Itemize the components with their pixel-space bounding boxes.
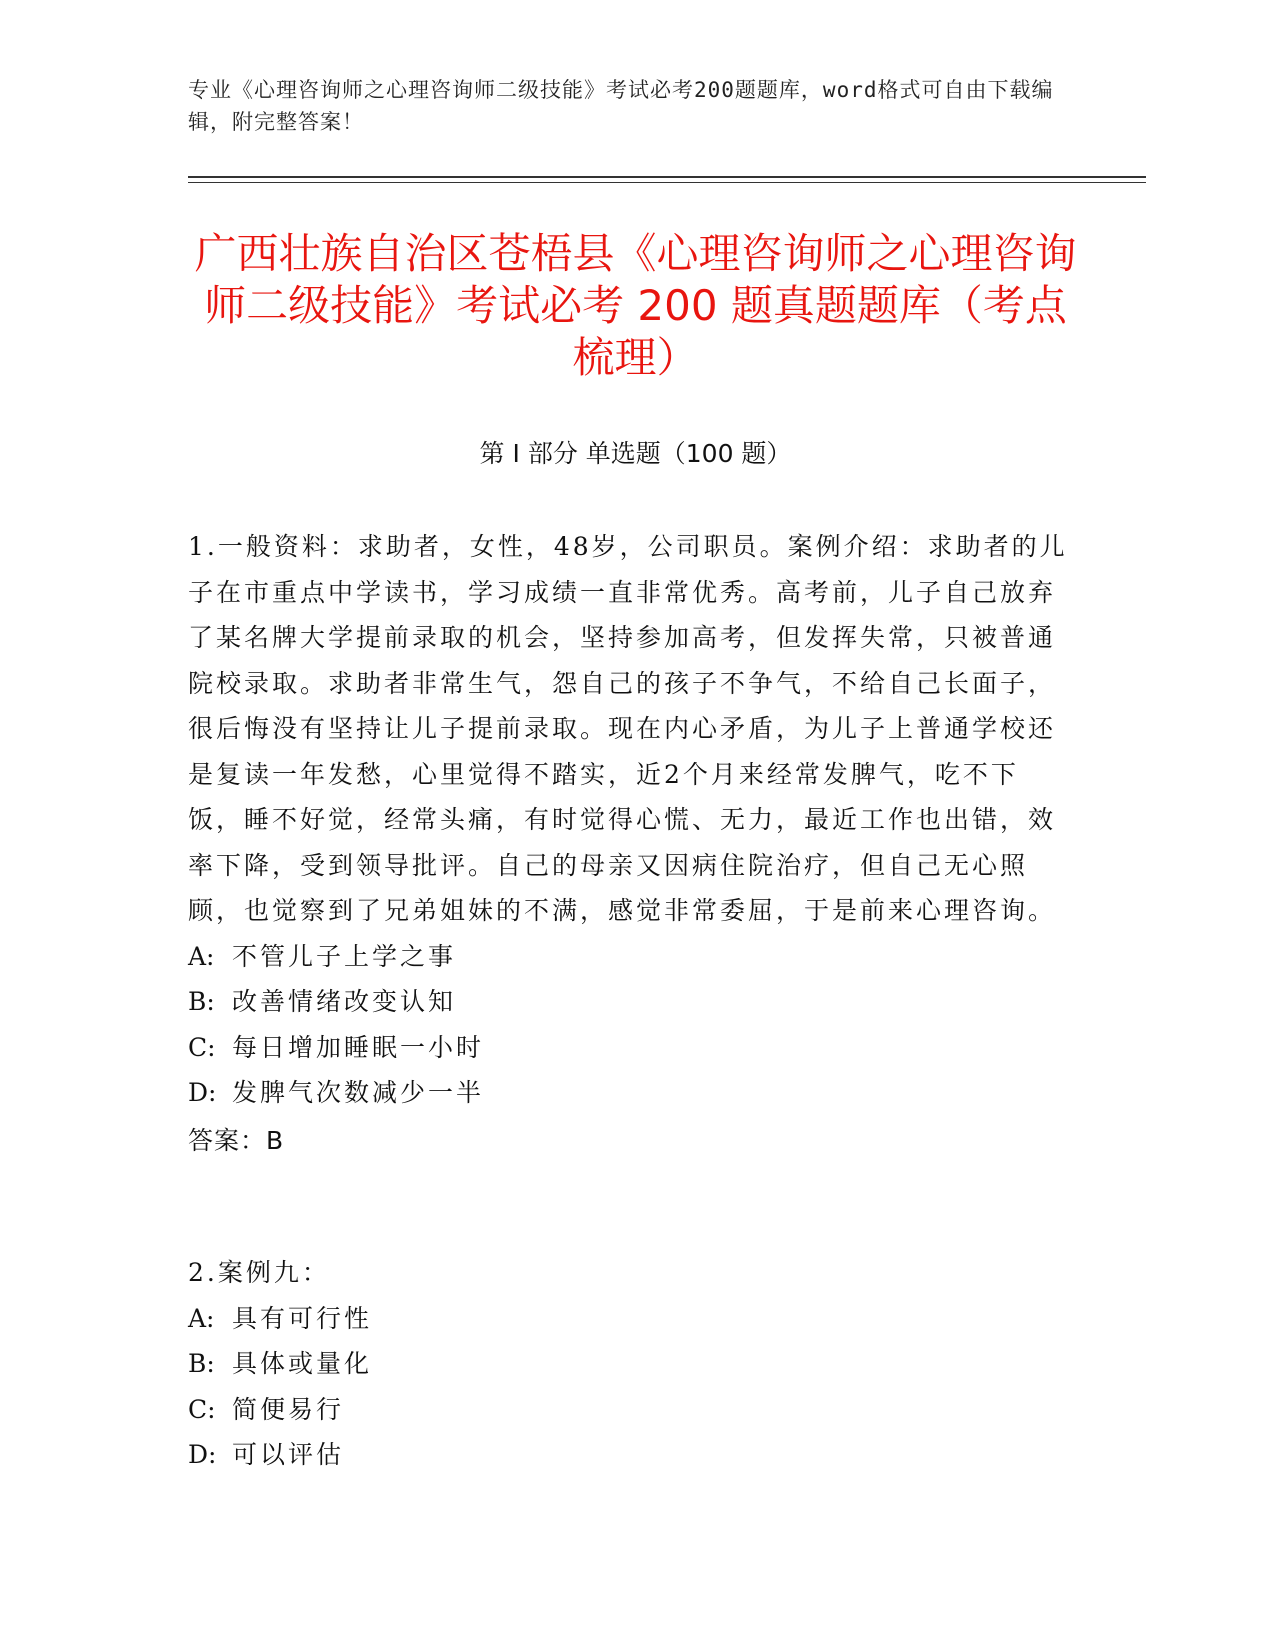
option-text: 发脾气次数减少一半 <box>232 1078 485 1107</box>
option-key: D: <box>188 1078 217 1107</box>
question-stem: 2.案例九： <box>188 1258 330 1287</box>
option-c <box>188 1025 1068 1071</box>
header-divider-thin <box>188 182 1146 183</box>
option-text: 具有可行性 <box>232 1303 373 1333</box>
option-text: 不管儿子上学之事 <box>232 941 457 971</box>
option-key: B: <box>188 1349 215 1378</box>
question-stem: 1.一般资料：求助者，女性，48岁，公司职员。案例介绍：求助者的儿子在市重点中学读书，学习成绩一直非常优秀。高考前，儿子自己放弃了某名牌大学提前录取的机会，坚持参加高考，但发挥失常，只被普通院校录取。求助者非常生气，怨自己的孩子不争气，不给自己长面子，很后悔没有坚持让儿子提前录取。现在内心矛盾，为儿子上普通学校还是复读一年发愁，心里觉得不踏实，近2个月来经常发脾气，吃不下饭，睡不好觉，经常头痛，有时觉得心慌、无力，最近工作也出错，效率下降，受到领导批评。自己的母亲又因病住院治疗，但自己无心照顾，也觉察到了兄弟姐妹的不满，感觉非常委屈，于是前来心理咨询。 <box>188 532 1068 925</box>
option-text: 简便易行 <box>232 1394 345 1424</box>
option-key: C: <box>188 1394 216 1424</box>
header-divider-thick <box>188 176 1146 178</box>
answer-line: 答案：B <box>188 1125 285 1155</box>
question-1 <box>188 524 1068 1163</box>
option-key: D: <box>188 1440 217 1469</box>
option-a <box>188 1296 1068 1342</box>
option-text: 每日增加睡眠一小时 <box>232 1032 485 1062</box>
option-key: A: <box>188 1303 215 1333</box>
option-text: 可以评估 <box>232 1440 345 1469</box>
option-a <box>188 934 1068 980</box>
option-key: B: <box>188 987 215 1016</box>
option-key: A: <box>188 941 215 971</box>
document-title: 广西壮族自治区苍梧县《心理咨询师之心理咨询师二级技能》考试必考 200 题真题题库（考点梳理） <box>194 229 1077 382</box>
option-b <box>188 1341 1068 1387</box>
option-b <box>188 979 1068 1025</box>
option-d <box>188 1432 1068 1478</box>
section-heading: 第 I 部分 单选题（100 题） <box>479 439 792 468</box>
question-2 <box>188 1250 1068 1478</box>
option-c <box>188 1387 1068 1433</box>
option-d <box>188 1070 1068 1116</box>
option-key: C: <box>188 1032 216 1062</box>
header-note: 专业《心理咨询师之心理咨询师二级技能》考试必考200题题库，word格式可自由下载编辑，附完整答案！ <box>188 78 1054 134</box>
option-text: 改善情绪改变认知 <box>232 987 457 1016</box>
option-text: 具体或量化 <box>232 1349 373 1378</box>
